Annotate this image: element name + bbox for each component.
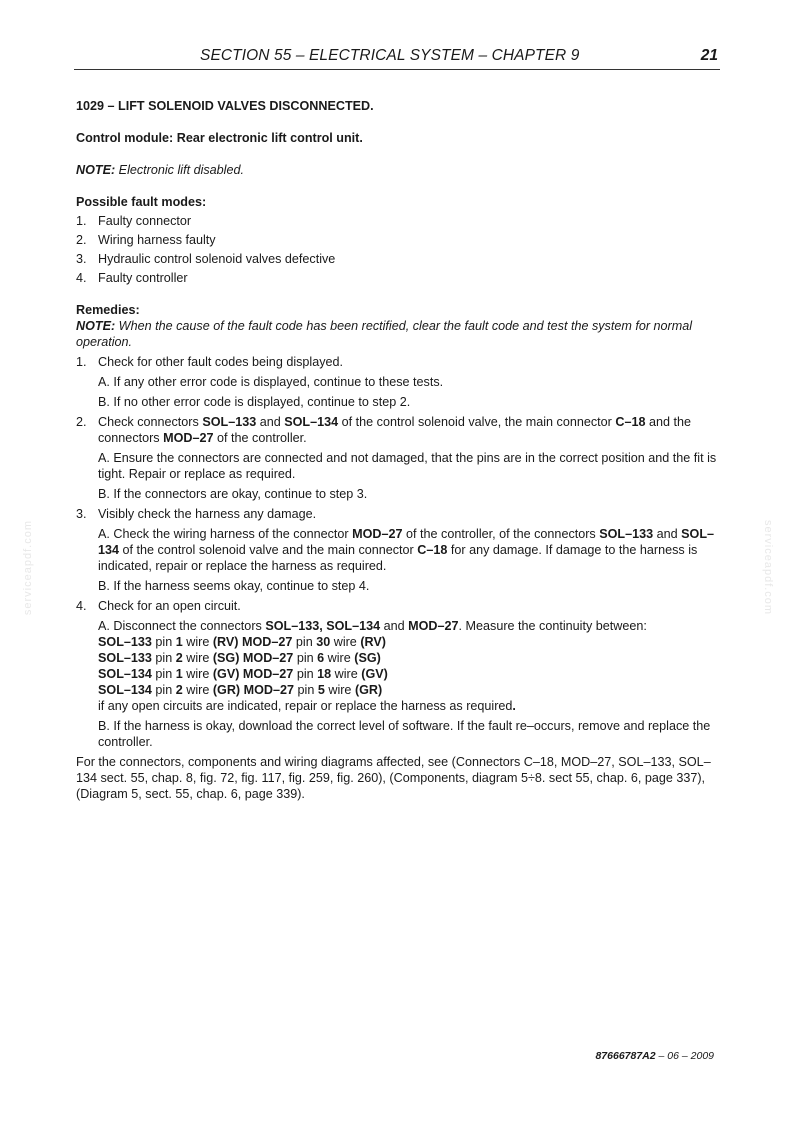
page-header [74, 47, 720, 70]
continuity-table [98, 634, 724, 698]
step-4-a: A. Disconnect the connectors SOL–133, SOL–134 and MOD–27. Measure the continuity between: [98, 619, 647, 633]
watermark-right: serviceapdf.com [762, 520, 774, 616]
note-disabled: NOTE: Electronic lift disabled. [76, 163, 244, 177]
closing-reference: For the connectors, components and wiring diagrams affected, see (Connectors C–18, MOD–27, SOL–133, SOL–134 sect. 55, chap. 8, fig. 72, fig. 117, fig. 259, fig. 260), (Components, diagram 5÷8. sect 55, chap. 6, page 337), (Diagram 5, sect. 55, chap. 6, page 339). [76, 755, 711, 801]
step-1-b: B. If no other error code is displayed, continue to step 2. [98, 395, 411, 409]
remedies-heading: Remedies: [76, 303, 140, 317]
list-item: 1. Faulty connector [76, 214, 192, 228]
page-footer: 87666787A2 – 06 – 2009 [595, 1050, 714, 1062]
continuity-row: SOL–133 pin 2 wire (SG) MOD–27 pin 6 wire (SG) [98, 651, 381, 665]
note-remedies: NOTE: When the cause of the fault code has been rectified, clear the fault code and test the system for normal operation. [76, 319, 693, 349]
remedy-step-2: 2. Check connectors SOL–133 and SOL–134 of the control solenoid valve, the main connector C–18 and the connectors MOD–27 of the controller. A. Ensure the connectors are connected and not damaged, that the pins are in the correct position and the fit is tight. Repair or replace as required. B. If the connectors are okay, continue to step 3. [76, 414, 724, 502]
list-item: 4. Faulty controller [76, 271, 188, 285]
document-body [76, 98, 724, 802]
page-number: 21 [700, 47, 718, 64]
step-2-a: A. Ensure the connectors are connected and not damaged, that the pins are in the correct position and the fit is tight. Repair or replace as required. [98, 451, 717, 481]
continuity-row: SOL–134 pin 1 wire (GV) MOD–27 pin 18 wire (GV) [98, 667, 388, 681]
step-3-b: B. If the harness seems okay, continue to step 4. [98, 579, 370, 593]
step-4-b: B. If the harness is okay, download the correct level of software. If the fault re–occurs, remove and replace the controller. [98, 719, 711, 749]
list-item: 3. Hydraulic control solenoid valves defective [76, 252, 336, 266]
remedy-step-4: 4. Check for an open circuit. A. Disconnect the connectors SOL–133, SOL–134 and MOD–27. Measure the continuity between: SOL–133 pin 1 wire (RV) MOD–27 pin 30 wire (RV) SOL–133 pin 2 wire (SG) MOD–27 pin 6 wire (SG) SOL–134 pin 1 wire (GV) MOD–27 pin 18 wire (GV) SOL–134 pin 2 wire (GR) MOD–27 pin 5 wire (GR) if any open circuits are indicated, repair or replace the harness as required. B. If the harness is okay, download the correct level of software. If the fault re–occurs, remove and replace the controller. [76, 598, 724, 750]
fault-modes-list [76, 213, 724, 286]
step-1-a: A. If any other error code is displayed, continue to these tests. [98, 375, 444, 389]
section-title: SECTION 55 – ELECTRICAL SYSTEM – CHAPTER 9 [200, 47, 580, 64]
remedy-step-1: 1. Check for other fault codes being displayed. A. If any other error code is displayed, continue to these tests. B. If no other error code is displayed, continue to step 2. [76, 354, 724, 410]
watermark-left: serviceapdf.com [22, 520, 34, 616]
remedy-step-3: 3. Visibly check the harness any damage. A. Check the wiring harness of the connector MOD–27 of the controller, of the connectors SOL–133 and SOL–134 of the control solenoid valve and the main connector C–18 for any damage. If damage to the harness is indicated, repair or replace the harness as required. B. If the harness seems okay, continue to step 4. [76, 506, 724, 594]
control-module: Control module: Rear electronic lift control unit. [76, 131, 363, 145]
continuity-row: SOL–134 pin 2 wire (GR) MOD–27 pin 5 wire (GR) [98, 683, 383, 697]
continuity-row: SOL–133 pin 1 wire (RV) MOD–27 pin 30 wire (RV) [98, 635, 386, 649]
fault-modes-heading: Possible fault modes: [76, 195, 207, 209]
step-3-a: A. Check the wiring harness of the connector MOD–27 of the controller, of the connectors SOL–133 and SOL–134 of the control solenoid valve and the main connector C–18 for any damage. If damage to the harness is indicated, repair or replace the harness as required. [98, 527, 715, 573]
step-2-b: B. If the connectors are okay, continue to step 3. [98, 487, 368, 501]
open-circuit-note: if any open circuits are indicated, repair or replace the harness as required. [98, 699, 516, 713]
fault-title: 1029 – LIFT SOLENOID VALVES DISCONNECTED. [76, 99, 374, 113]
list-item: 2. Wiring harness faulty [76, 233, 216, 247]
